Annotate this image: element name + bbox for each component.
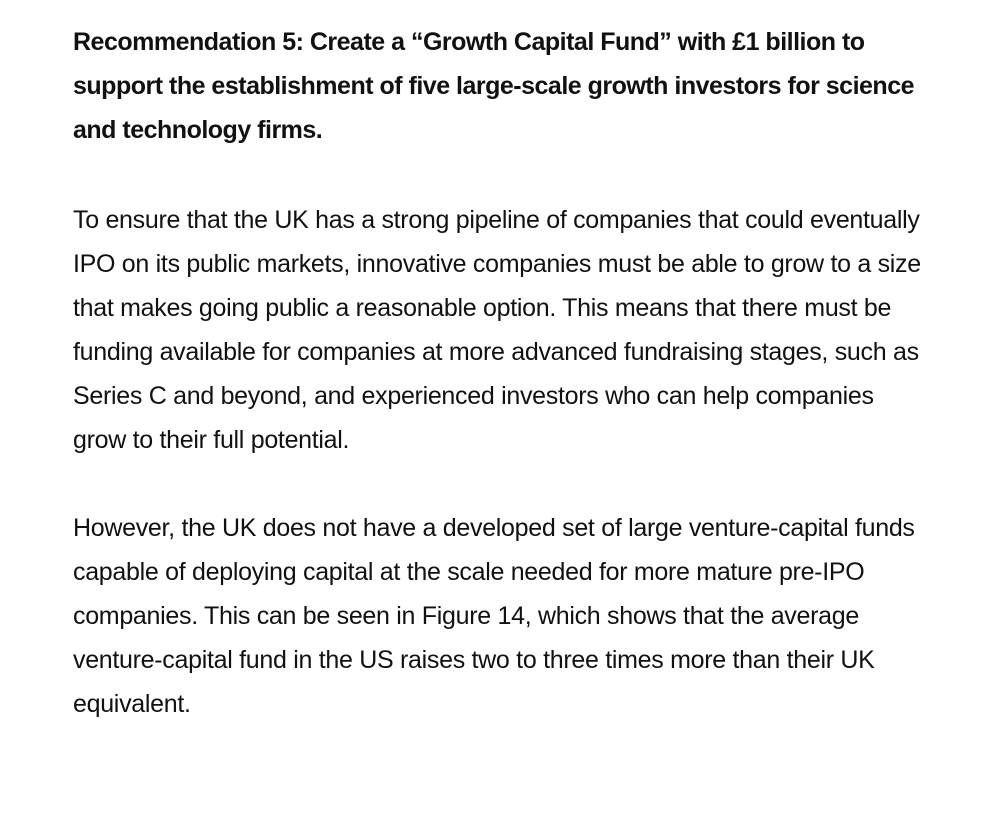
recommendation-heading: Recommendation 5: Create a “Growth Capital Fund” with £1 billion to support the establishment of five large-scale growth investors for science and technology firms.	[73, 28, 915, 144]
paragraph-vc-funds: However, the UK does not have a developed set of large venture-capital funds capable of deploying capital at the scale needed for more mature pre-IPO companies. This can be seen in Figure 14, which shows that the average venture-capital fund in the US raises two to three times more than their UK equivalent.	[73, 514, 915, 718]
paragraph-pipeline: To ensure that the UK has a strong pipeline of companies that could eventually IPO on its public markets, innovative companies must be able to grow to a size that makes going public a reasonable option. This means that there must be funding available for companies at more advanced fundraising stages, such as Series C and beyond, and experienced investors who can help companies grow to their full potential.	[73, 206, 921, 454]
